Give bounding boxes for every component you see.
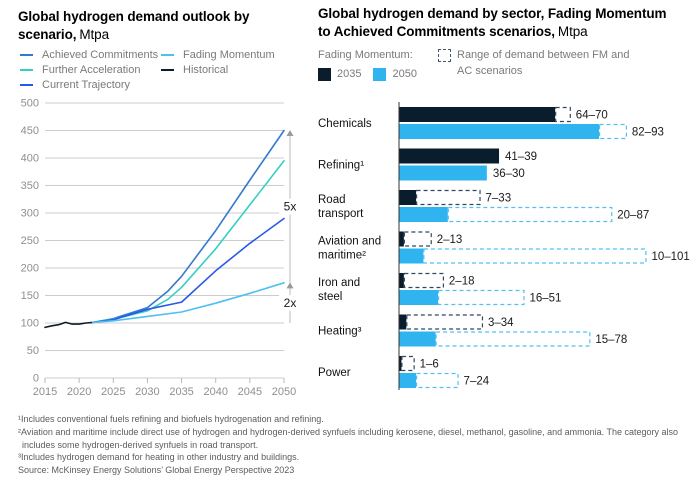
arrow-up-icon xyxy=(287,130,294,136)
value-label-aviation-and-maritime-2035: 2–13 xyxy=(436,234,463,246)
y-tick-label: 350 xyxy=(20,180,39,192)
sector-row-refining xyxy=(318,149,537,181)
left-title-line2: scenario, xyxy=(18,26,77,42)
line-chart-legend xyxy=(20,49,275,91)
value-label-refining-2050: 36–30 xyxy=(492,168,525,180)
value-label-aviation-and-maritime-2050: 10–101 xyxy=(651,251,690,263)
value-label-road-transport-2035: 7–33 xyxy=(485,192,512,205)
x-tick-label: 2015 xyxy=(32,386,58,398)
right-title-unit: Mtpa xyxy=(557,23,588,39)
range-box-aviation-and-maritime-2035 xyxy=(404,232,431,246)
y-tick-label: 100 xyxy=(20,317,39,330)
bar-iron-and-steel-2050 xyxy=(399,290,438,305)
bar-legend-year-label: 2035 xyxy=(337,67,362,80)
footnotes xyxy=(18,413,694,477)
bar-legend-year-label: 2050 xyxy=(392,67,417,80)
legend-item-current-trajectory xyxy=(20,79,161,91)
range-dashed-icon xyxy=(438,49,451,62)
y-tick-label: 400 xyxy=(20,152,39,165)
x-tick-label: 2045 xyxy=(237,386,263,398)
y-tick-label: 150 xyxy=(20,290,39,302)
range-box-heating-2035 xyxy=(407,315,483,329)
range-box-chemicals-2050 xyxy=(600,125,627,139)
value-label-power-2050: 7–24 xyxy=(463,375,490,388)
y-tick-label: 0 xyxy=(32,372,39,385)
range-box-aviation-and-maritime-2050 xyxy=(424,249,646,263)
x-axis xyxy=(33,378,296,398)
range-box-road-transport-2050 xyxy=(448,208,611,222)
right-chart-title xyxy=(318,5,699,40)
legend-label: Fading Momentum xyxy=(183,49,275,61)
value-label-heating-2035: 3–34 xyxy=(487,317,514,329)
y-tick-label: 200 xyxy=(20,262,39,275)
sector-label: transport xyxy=(318,208,364,220)
sector-label: Power xyxy=(318,367,351,379)
bar-legend-range-block xyxy=(438,48,637,83)
range-box-power-2050 xyxy=(417,374,458,388)
range-box-iron-and-steel-2050 xyxy=(439,291,524,305)
sector-row-power xyxy=(318,356,490,388)
line-current-trajectory xyxy=(93,219,284,323)
bar-refining-2035 xyxy=(399,149,499,164)
bar-chemicals-2050 xyxy=(399,124,599,139)
legend-item-further-acceleration xyxy=(20,64,161,76)
sector-label: steel xyxy=(318,291,343,303)
value-label-power-2035: 1–6 xyxy=(419,358,439,371)
bar-road-transport-2050 xyxy=(399,207,448,222)
x-tick-label: 2050 xyxy=(271,386,297,398)
x-tick-label: 2040 xyxy=(203,386,228,398)
right-title-line2: to Achieved Commitments scenarios, xyxy=(318,23,555,39)
y-tick-label: 500 xyxy=(20,97,39,110)
legend-label: Current Trajectory xyxy=(42,79,131,91)
line-chart xyxy=(18,94,310,410)
sector-label: Aviation and xyxy=(318,235,382,248)
range-box-road-transport-2035 xyxy=(417,191,480,205)
left-chart-title xyxy=(18,8,310,43)
bar-legend-item-2050 xyxy=(373,67,416,83)
range-legend-label: Range of demand between FM and AC scenarios xyxy=(457,49,630,77)
legend-dash-icon xyxy=(161,69,174,71)
bar-refining-2050 xyxy=(399,166,487,181)
bar-chart-panel xyxy=(318,5,699,388)
value-label-chemicals-2050: 82–93 xyxy=(631,126,664,139)
bar-road-transport-2035 xyxy=(399,190,416,205)
bar-chart xyxy=(318,98,699,400)
legend-dash-icon xyxy=(20,69,33,71)
y-tick-label: 250 xyxy=(20,235,39,247)
value-label-iron-and-steel-2035: 2–18 xyxy=(448,275,475,288)
sector-label: Road xyxy=(318,194,346,206)
y-tick-label: 300 xyxy=(20,207,39,220)
line-further-acceleration xyxy=(93,161,284,323)
arrow-up-icon xyxy=(287,282,294,288)
growth-annotations xyxy=(279,130,301,323)
sector-label: Heating³ xyxy=(318,325,362,338)
sector-row-chemicals xyxy=(318,107,664,139)
legend-label: Further Acceleration xyxy=(42,64,141,76)
bar-legend-swatches xyxy=(318,67,436,83)
sector-label: Chemicals xyxy=(318,118,372,130)
bar-heating-2035 xyxy=(399,315,406,330)
bar-aviation-and-maritime-2035 xyxy=(399,232,404,247)
sector-row-road-transport xyxy=(318,190,649,222)
legend-item-historical xyxy=(161,64,275,76)
footnote: ¹Includes conventional fuels refining and biofuels hydrogenation and refining. xyxy=(18,414,324,424)
bar-power-2050 xyxy=(399,373,416,388)
value-label-road-transport-2050: 20–87 xyxy=(617,209,650,222)
legend-label: Achieved Commitments xyxy=(42,49,159,61)
legend-dash-icon xyxy=(20,84,33,86)
sector-label: Refining¹ xyxy=(318,159,365,172)
x-tick-label: 2020 xyxy=(66,386,92,398)
sector-row-iron-and-steel xyxy=(318,273,561,305)
x-tick-label: 2030 xyxy=(135,386,160,398)
x-tick-label: 2035 xyxy=(169,386,194,398)
range-box-chemicals-2035 xyxy=(556,108,571,122)
sector-label: Iron and xyxy=(318,277,361,289)
swatch-icon-2050 xyxy=(373,68,386,81)
sector-row-aviation-and-maritime xyxy=(318,232,690,264)
y-tick-label: 450 xyxy=(20,125,39,137)
source-line: Source: McKinsey Energy Solutions’ Global Energy Perspective 2023 xyxy=(18,465,295,476)
left-title-unit: Mtpa xyxy=(79,26,110,42)
annotation-label: 5x xyxy=(283,199,297,214)
sector-label: maritime² xyxy=(318,249,366,262)
bar-chart-legend xyxy=(318,48,699,83)
legend-dash-icon xyxy=(161,54,174,56)
value-label-refining-2035: 41–39 xyxy=(505,151,538,163)
annotation-label: 2x xyxy=(283,295,297,310)
bar-legend-item-2035 xyxy=(318,67,361,83)
legend-item-fading-momentum xyxy=(161,49,275,61)
bar-chemicals-2035 xyxy=(399,107,555,122)
range-box-heating-2050 xyxy=(436,332,590,346)
swatch-icon-2035 xyxy=(318,68,331,81)
bar-heating-2050 xyxy=(399,332,436,347)
y-tick-label: 50 xyxy=(26,345,39,357)
line-achieved-commitments xyxy=(93,131,284,323)
bar-iron-and-steel-2035 xyxy=(399,273,404,288)
left-title-line1: Global hydrogen demand outlook by xyxy=(18,9,250,24)
line-chart-panel xyxy=(18,8,310,398)
right-title-line1: Global hydrogen demand by sector, Fading Momentum xyxy=(318,6,667,21)
bar-legend-fm-block xyxy=(318,48,436,83)
value-label-chemicals-2035: 64–70 xyxy=(575,109,608,122)
footnote: ³Includes hydrogen demand for heating in other industry and buildings. xyxy=(18,452,300,463)
bar-aviation-and-maritime-2050 xyxy=(399,249,423,264)
bar-legend-prefix: Fading Momentum: xyxy=(318,49,413,61)
legend-label: Historical xyxy=(183,64,229,76)
sector-row-heating xyxy=(318,315,627,347)
footnote: ²Aviation and maritime include direct use of hydrogen and hydrogen-derived synfuels including kerosene, diesel, methanol, gasoline, and ammonia. The category also includes some hydrogen-derived synfuels in road transport. xyxy=(18,426,679,450)
range-box-power-2035 xyxy=(402,357,414,371)
legend-dash-icon xyxy=(20,54,33,56)
gridlines xyxy=(21,98,284,385)
x-tick-label: 2025 xyxy=(101,386,126,398)
range-box-iron-and-steel-2035 xyxy=(404,274,443,288)
legend-item-achieved-commitments xyxy=(20,49,161,61)
value-label-iron-and-steel-2050: 16–51 xyxy=(529,292,562,305)
value-label-heating-2050: 15–78 xyxy=(595,334,628,346)
